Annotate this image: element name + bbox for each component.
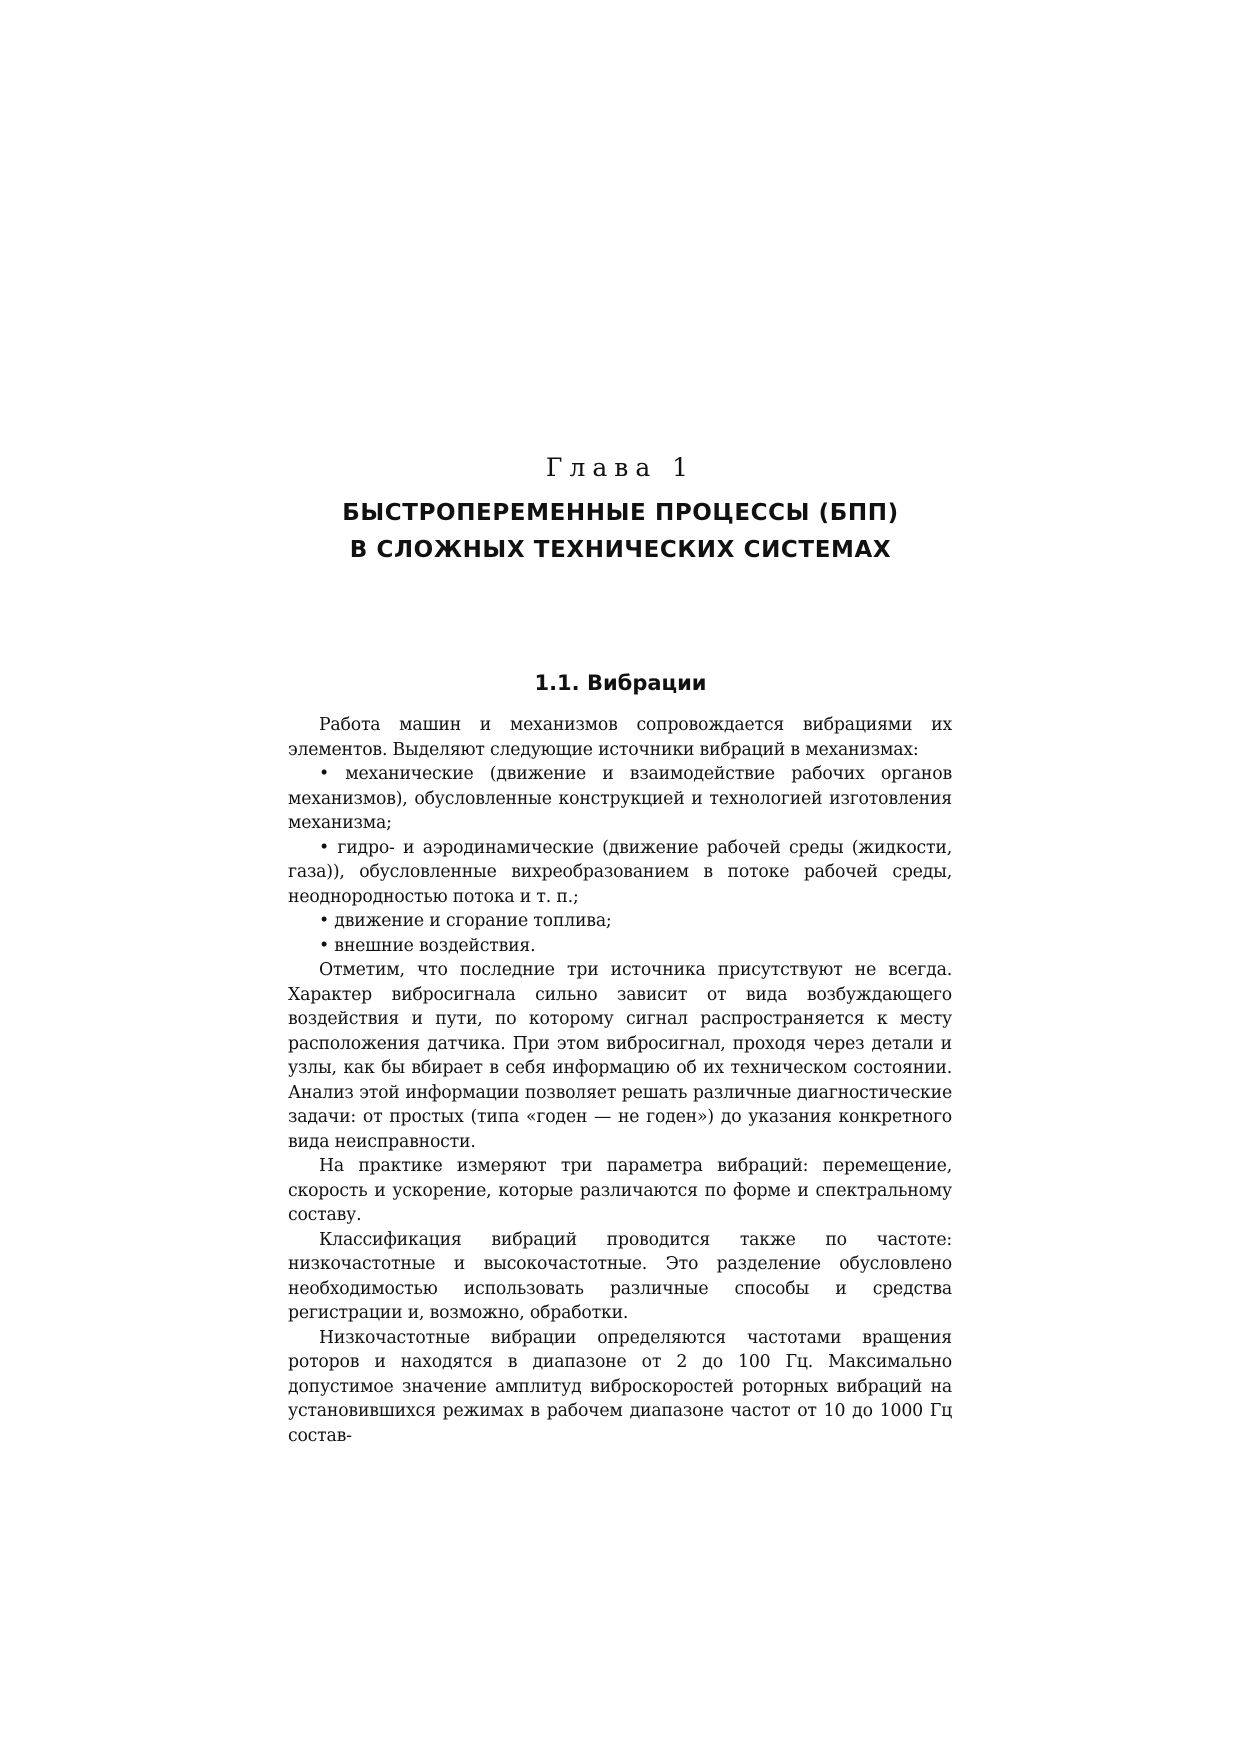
paragraph: На практике измеряют три параметра вибраций: перемещение, скорость и ускорение, которые различаются по форме и спектральному составу. [288, 1156, 952, 1225]
bullet-item: • гидро- и аэродинамические (движение рабочей среды (жидкости, газа)), обусловленные вихреобразованием в потоке рабочей среды, неоднородностью потока и т. п.; [288, 837, 952, 907]
bullet-item: • механические (движение и взаимодействие рабочих органов механизмов), обусловленные конструкцией и технологией изготовления механизма; [288, 764, 952, 833]
chapter-title [0, 495, 1241, 569]
paragraph: Низкочастотные вибрации определяются частотами вращения роторов и находятся в диапазоне от 2 до 100 Гц. Максимально допустимое значение амплитуд виброскоростей роторных вибраций на установившихся режимах в рабочем диапазоне частот от 10 до 1000 Гц состав- [288, 1327, 952, 1446]
chapter-label: Глава 1 [545, 453, 696, 482]
paragraph: Работа машин и механизмов сопровождается вибрациями их элементов. Выделяют следующие источники вибраций в механизмах: [288, 715, 952, 760]
bullet-item: • внешние воздействия. [319, 935, 536, 956]
chapter-title-line-1: БЫСТРОПЕРЕМЕННЫЕ ПРОЦЕССЫ (БПП) [342, 500, 899, 526]
section-heading: 1.1. Вибрации [534, 671, 707, 695]
bullet-item: • движение и сгорание топлива; [319, 911, 612, 931]
paragraph: Классификация вибраций проводится также по частоте: низкочастотные и высокочастотные. Это разделение обусловлено необходимостью использовать различные способы и средства регистрации и, возможно, обработки. [288, 1229, 952, 1323]
body-text [288, 713, 952, 1448]
paragraph: Отметим, что последние три источника присутствуют не всегда. Характер вибросигнала сильно зависит от вида возбуждающего воздействия и пути, по которому сигнал распространяется к месту расположения датчика. При этом вибросигнал, проходя через детали и узлы, как бы вбирает в себя информацию об их техническом состоянии. Анализ этой информации позволяет решать различные диагностические задачи: от простых (типа «годен — не годен») до указания конкретного вида неисправности. [288, 960, 952, 1152]
chapter-title-line-2: В СЛОЖНЫХ ТЕХНИЧЕСКИХ СИСТЕМАХ [349, 537, 892, 563]
